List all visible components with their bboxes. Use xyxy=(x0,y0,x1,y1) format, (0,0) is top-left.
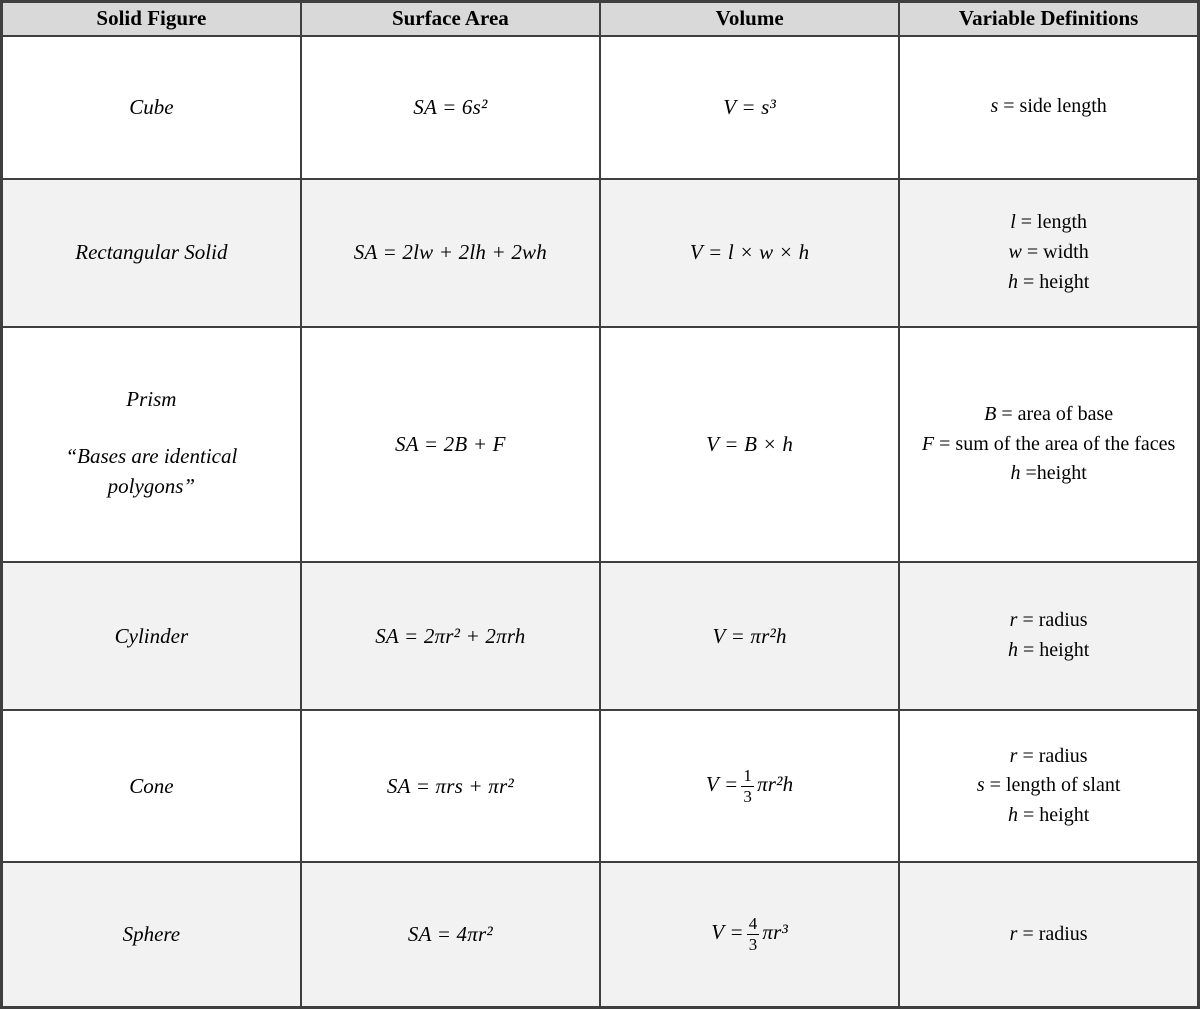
figure-cell xyxy=(2,36,301,179)
variable-definition: h = height xyxy=(1007,639,1090,662)
figure-cell xyxy=(2,327,301,562)
fraction: $\frac{4}{3}$ xyxy=(748,914,758,955)
surface-area-cell xyxy=(301,36,600,179)
volume-cell xyxy=(600,710,899,862)
volume-formula: V = l × w × h xyxy=(689,240,810,265)
volume-cell xyxy=(600,179,899,327)
variable-definition: h =height xyxy=(1010,462,1087,485)
table-row-cone xyxy=(2,710,1199,862)
figure-cell xyxy=(2,862,301,1007)
surface-area-formula: SA = πrs + πr² xyxy=(386,773,514,798)
header-surface-area: Surface Area xyxy=(301,2,600,36)
volume-formula: V = πr²h xyxy=(712,623,787,648)
variable-definition: r = radius xyxy=(1009,922,1088,945)
table-row-rectangular-solid xyxy=(2,179,1199,327)
volume-formula: V = $\frac{1}{3}$ πr²h xyxy=(705,765,794,806)
table-row-cube xyxy=(2,36,1199,179)
variable-definition: r = radius xyxy=(1009,609,1088,632)
volume-cell xyxy=(600,36,899,179)
figure-name: Sphere xyxy=(122,922,181,947)
volume-cell xyxy=(600,327,899,562)
variable-definition: s = side length xyxy=(990,95,1107,118)
figure-note: “Bases are identical polygons” xyxy=(65,444,238,498)
figure-name: Rectangular Solid xyxy=(75,240,228,265)
surface-area-cell xyxy=(301,710,600,862)
table-row-cylinder xyxy=(2,562,1199,710)
figure-name: Cylinder xyxy=(114,623,189,648)
variable-definition: s = length of slant xyxy=(976,774,1121,797)
fraction: $\frac{1}{3}$ xyxy=(743,765,753,806)
table-row-prism xyxy=(2,327,1199,562)
variable-definition: l = length xyxy=(1010,211,1088,234)
variable-definition: w = width xyxy=(1008,240,1089,263)
variable-definition: h = height xyxy=(1007,804,1090,827)
header-row xyxy=(2,2,1199,36)
figure-name: Prism xyxy=(126,387,177,412)
variable-definition: r = radius xyxy=(1009,744,1088,767)
variable-definition: h = height xyxy=(1007,270,1090,293)
surface-area-cell xyxy=(301,862,600,1007)
variable-definition: B = area of base xyxy=(984,403,1114,425)
figure-name: Cone xyxy=(129,773,174,798)
surface-area-cell xyxy=(301,179,600,327)
header-solid-figure: Solid Figure xyxy=(2,2,301,36)
volume-cell xyxy=(600,862,899,1007)
variable-definitions-cell xyxy=(899,36,1198,179)
figure-cell xyxy=(2,710,301,862)
figure-cell xyxy=(2,179,301,327)
surface-area-formula: SA = 6s² xyxy=(413,94,488,119)
volume-formula: V = B × h xyxy=(706,431,794,456)
table-row-sphere xyxy=(2,862,1199,1007)
variable-definition: F = sum of the area of the faces xyxy=(921,432,1176,455)
header-volume: Volume xyxy=(600,2,899,36)
header-variable-definitions: Variable Definitions xyxy=(899,2,1198,36)
surface-area-formula: SA = 2lw + 2lh + 2wh xyxy=(353,240,547,265)
surface-area-formula: SA = 4πr² xyxy=(407,922,493,947)
surface-area-cell xyxy=(301,562,600,710)
volume-formula: V = s³ xyxy=(723,94,777,119)
surface-area-formula: SA = 2πr² + 2πrh xyxy=(375,623,526,648)
volume-formula: V = $\frac{4}{3}$ πr³ xyxy=(711,914,789,955)
variable-definitions-cell xyxy=(899,562,1198,710)
figure-name: Cube xyxy=(129,94,174,119)
variable-definitions-cell xyxy=(899,179,1198,327)
surface-area-formula: SA = 2B + F xyxy=(395,431,506,456)
surface-area-cell xyxy=(301,327,600,562)
variable-definitions-cell xyxy=(899,710,1198,862)
variable-definitions-cell xyxy=(899,327,1198,562)
volume-cell xyxy=(600,562,899,710)
variable-definitions-cell xyxy=(899,862,1198,1007)
figure-cell xyxy=(2,562,301,710)
